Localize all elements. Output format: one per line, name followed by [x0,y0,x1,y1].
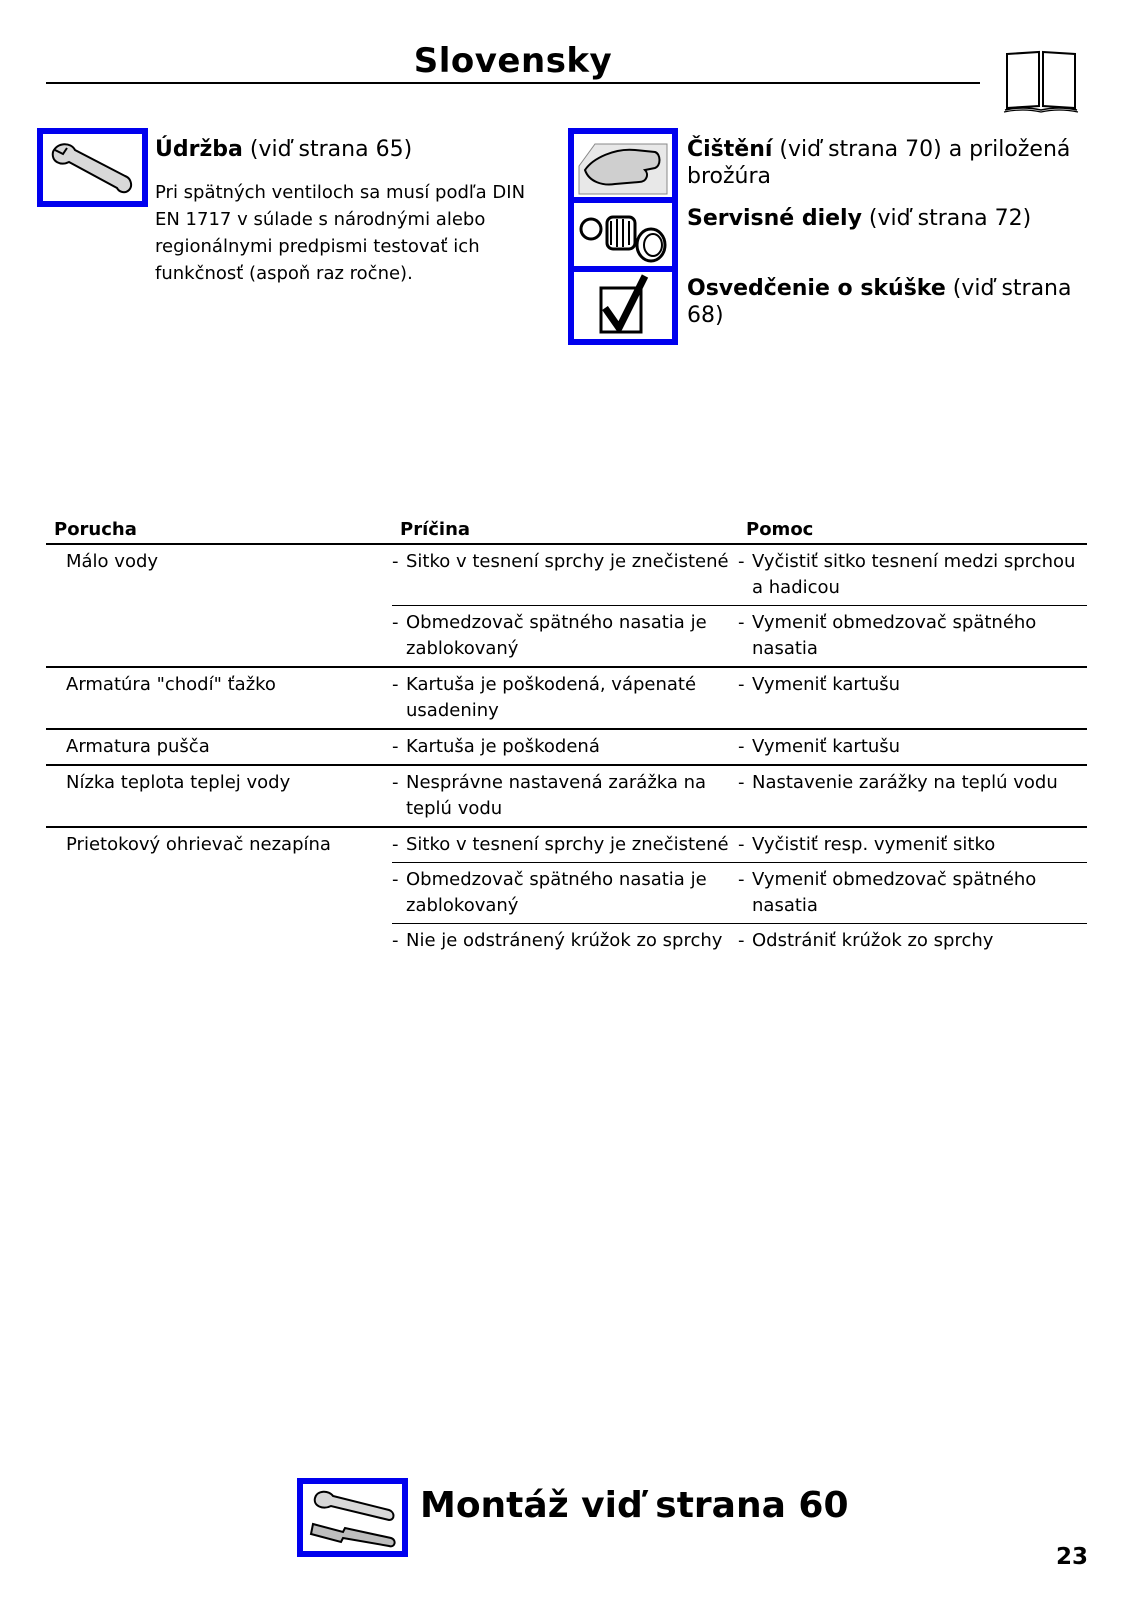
table-header-row [46,515,1087,544]
checkmark-icon-frame [568,266,678,345]
table-row [46,606,1087,668]
maintenance-line: EN 1717 v súlade s národnými alebo [155,209,486,230]
fault-cell: Nízka teplota teplej vody [46,765,392,827]
wrench-icon [45,136,141,200]
fix-cell: - Vymeniť obmedzovač spätného nasatia [738,863,1087,924]
maintenance-body [155,179,535,287]
fix-cell: - Odstrániť krúžok zo sprchy [738,924,1087,959]
maintenance-line: Pri spätných ventiloch sa musí podľa DIN [155,182,526,203]
fix-cell: - Nastavenie zarážky na teplú vodu [738,765,1087,827]
fault-cell [46,924,392,959]
table-row [46,924,1087,959]
fault-cell: Armatura pušča [46,729,392,765]
hand-cleaning-icon [575,136,671,196]
fault-cell [46,606,392,668]
fault-cell: Prietokový ohrievač nezapína [46,827,392,863]
cause-cell: - Nesprávne nastavená zarážka na teplú vodu [392,765,738,827]
cause-cell: - Kartuša je poškodená, vápenaté usadeniny [392,667,738,729]
cause-cell: - Kartuša je poškodená [392,729,738,765]
maintenance-line: funkčnosť (aspoň raz ročne). [155,263,413,284]
spare-parts-title: Servisné diely (viď strana 72) [687,206,1032,231]
header-fault: Porucha [46,515,392,544]
table-row [46,667,1087,729]
fix-cell: - Vymeniť kartušu [738,667,1087,729]
fault-cell: Málo vody [66,551,159,572]
fault-cell: Armatúra "chodí" ťažko [46,667,392,729]
cause-cell: - Sitko v tesnení sprchy je znečistené [392,551,729,572]
table-row [46,863,1087,924]
header-cause: Príčina [392,515,738,544]
cleaning-icon-frame [568,128,678,203]
table-row [46,729,1087,765]
header-fix: Pomoc [738,515,1087,544]
cause-cell: - Obmedzovač spätného nasatia je zablokovaný [392,606,738,668]
cleaning-title: Čištění (viď strana 70) a priložená brožúra [687,137,1071,189]
table-row [46,827,1087,863]
spare-parts-icon [575,205,671,265]
fix-cell: - Vyčistiť resp. vymeniť sitko [738,827,1087,863]
page-number: 23 [1056,1544,1089,1570]
troubleshooting-table [46,515,1087,958]
maintenance-line: regionálnymi predpismi testovať ich [155,236,480,257]
wrench-icon-frame [37,128,148,207]
fix-cell: - Vymeniť kartušu [738,729,1087,765]
table-row [46,544,1087,606]
fix-cell: - Vyčistiť sitko tesnení medzi sprchou a hadicou [738,551,1076,598]
maintenance-title: Údržba (viď strana 65) [155,137,413,162]
table-row [46,765,1087,827]
cause-cell: - Obmedzovač spätného nasatia je zablokovaný [392,863,738,924]
assembly-icon-frame [297,1478,408,1557]
fault-cell [46,863,392,924]
open-book-icon [1003,48,1079,114]
cause-cell: - Nie je odstránený krúžok zo sprchy [392,924,738,959]
wrench-screwdriver-icon [305,1486,401,1550]
certificate-title: Osvedčenie o skúške (viď strana 68) [687,276,1072,328]
checkmark-icon [575,274,671,338]
fix-cell: - Vymeniť obmedzovač spätného nasatia [738,606,1087,668]
cause-cell: - Sitko v tesnení sprchy je znečistené [392,827,738,863]
spare-parts-icon-frame [568,197,678,272]
page-title: Slovensky [46,40,980,84]
assembly-reference: Montáž viď strana 60 [420,1485,849,1526]
